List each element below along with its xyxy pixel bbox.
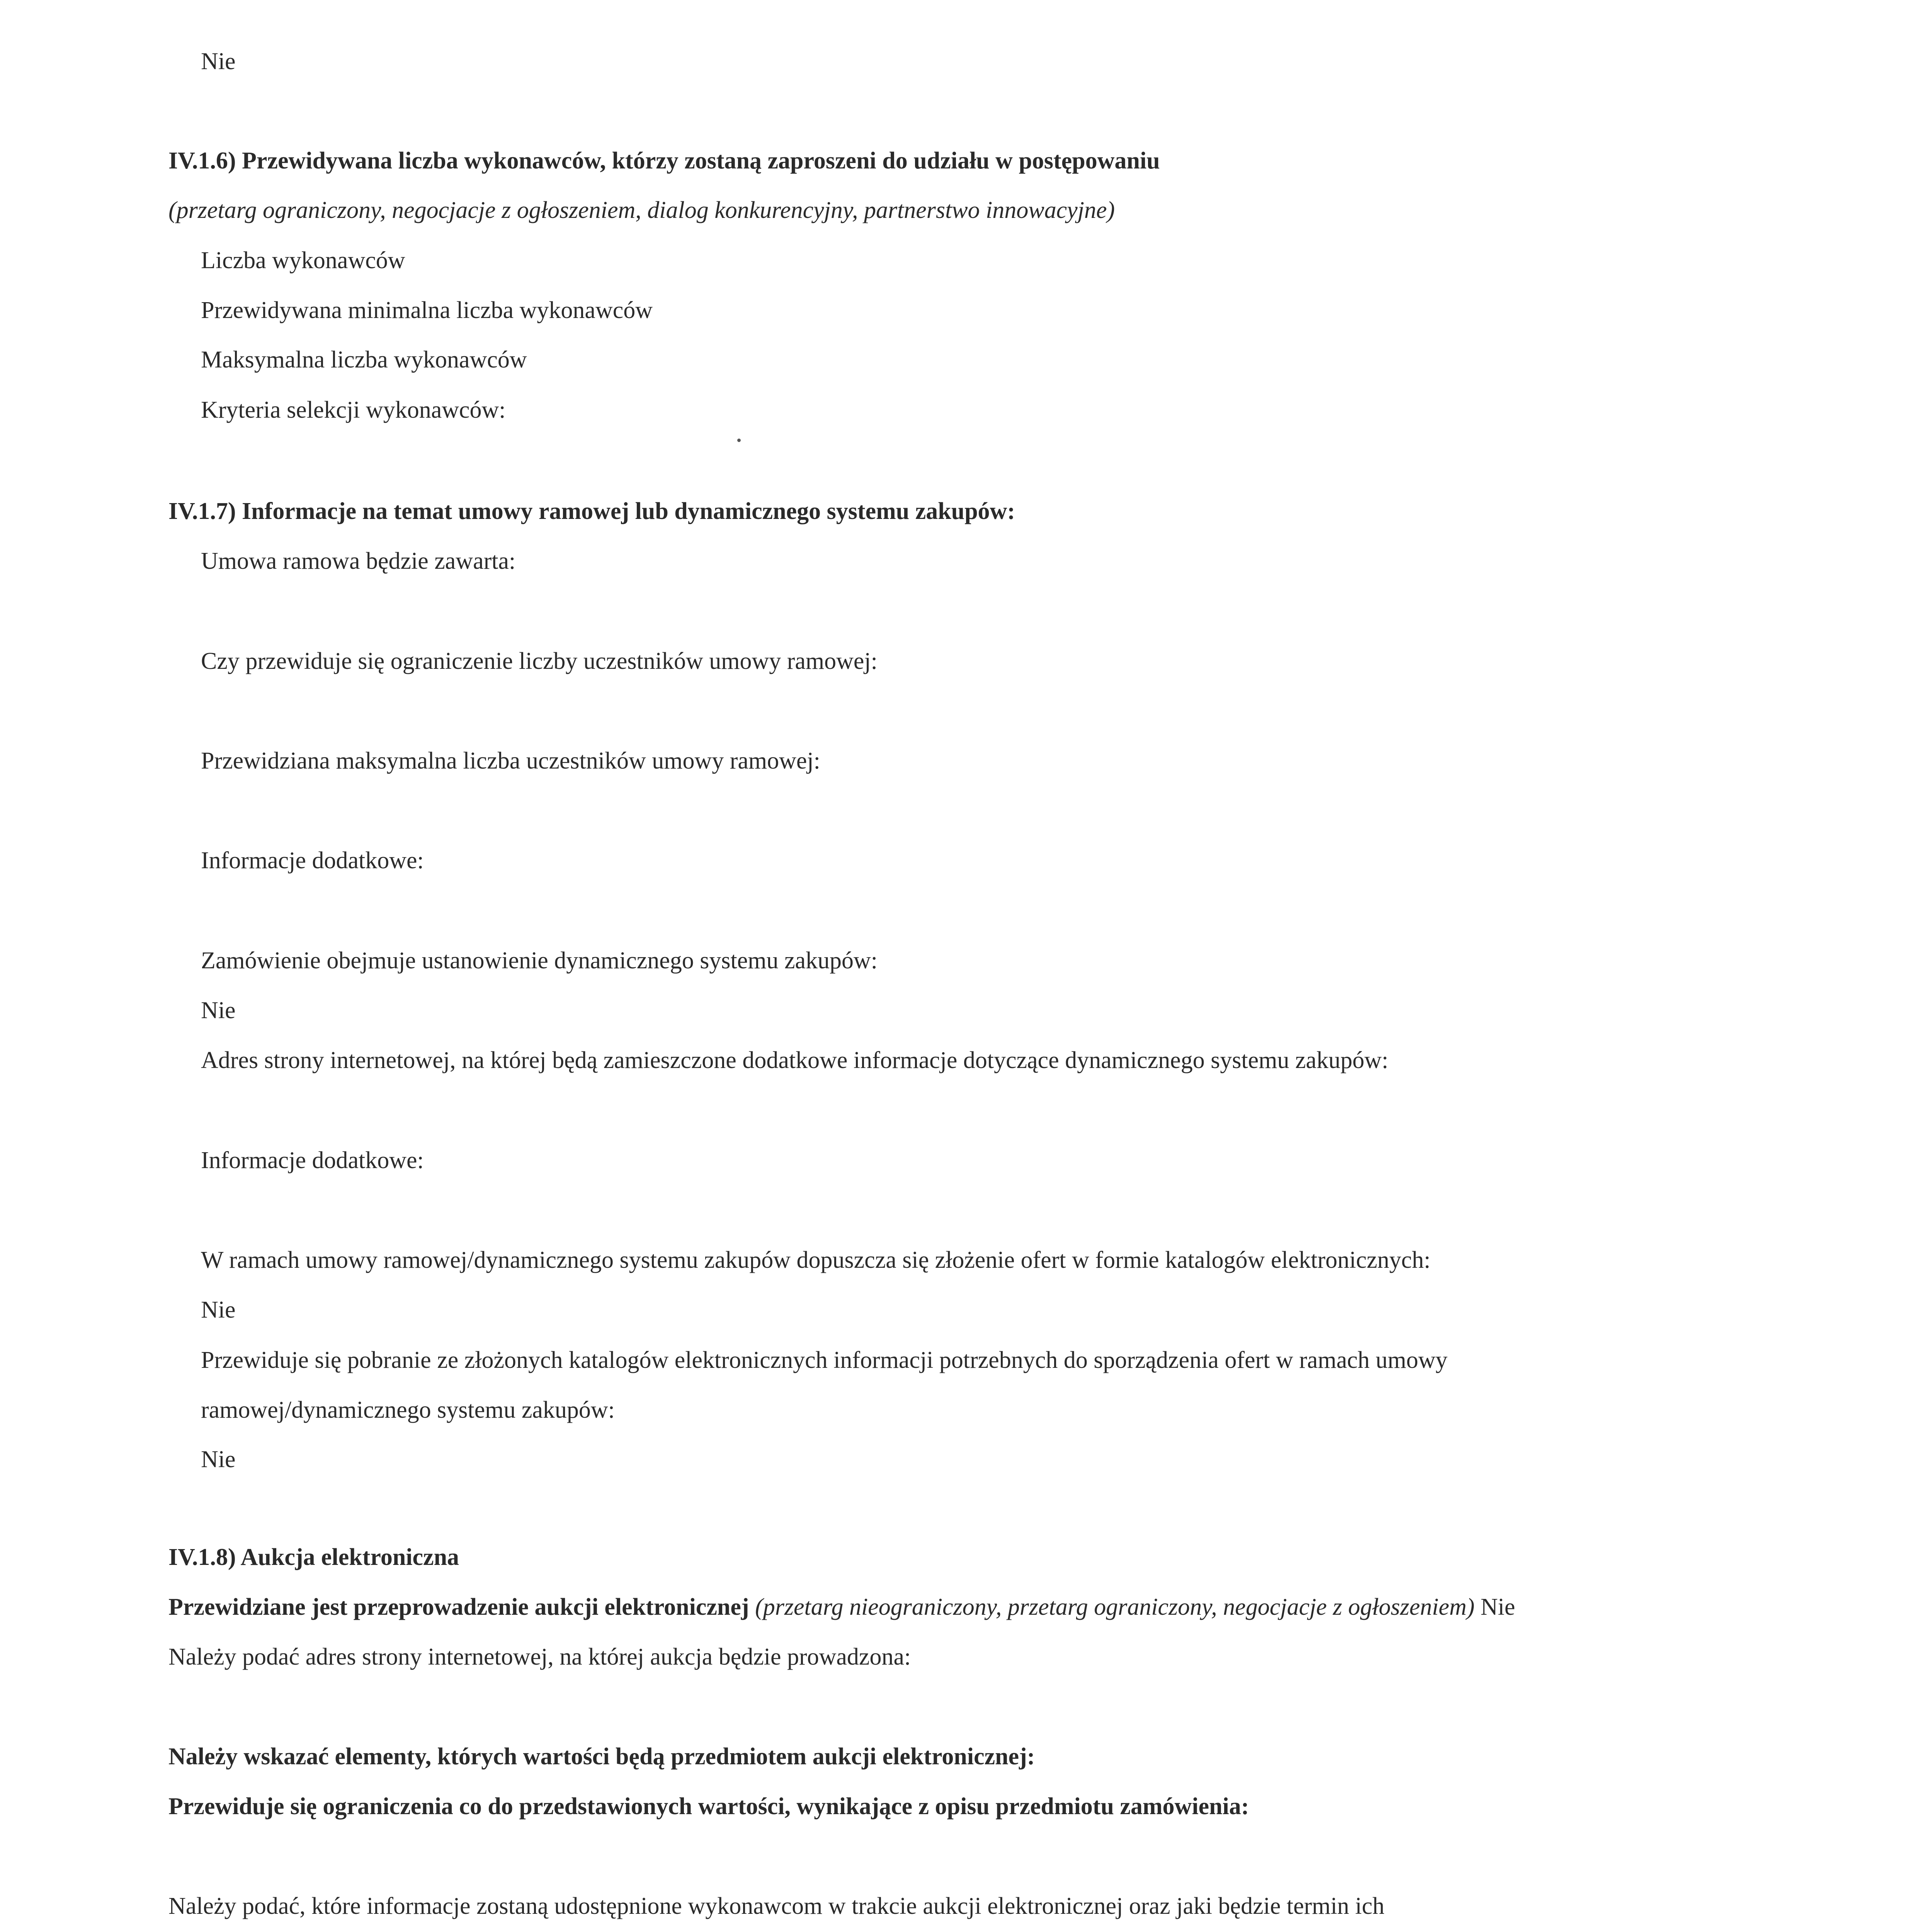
line-electronic-catalogues: W ramach umowy ramowej/dynamicznego systemu zakupów dopuszcza się złożenie ofert w formie katalogów elektronicznych: xyxy=(201,1247,1431,1273)
line-framework-agreement: Umowa ramowa będzie zawarta: xyxy=(201,548,516,574)
line-catalogue-download-2: ramowej/dynamicznego systemu zakupów: xyxy=(201,1397,615,1423)
answer-dps: Nie xyxy=(201,997,236,1024)
auction-info-line-1: Należy podać, które informacje zostaną udostępnione wykonawcom w trakcie aukcji elektronicznej oraz jaki będzie termin ich xyxy=(168,1893,1384,1919)
top-answer: Nie xyxy=(201,48,236,75)
line-dps-website: Adres strony internetowej, na której będą zamieszczone dodatkowe informacje dotyczące dynamicznego systemu zakupów: xyxy=(201,1047,1388,1073)
auction-elements-line: Należy wskazać elementy, których wartości będą przedmiotem aukcji elektronicznej: xyxy=(168,1743,1035,1770)
line-catalogue-download-1: Przewiduje się pobranie ze złożonych katalogów elektronicznych informacji potrzebnych do sporządzenia ofert w ramach umowy xyxy=(201,1347,1448,1373)
section-iv16-heading: IV.1.6) Przewidywana liczba wykonawców, którzy zostaną zaproszeni do udziału w postępowaniu xyxy=(168,148,1160,174)
auction-provision-answer: Nie xyxy=(1480,1594,1515,1620)
auction-provision-label: Przewidziane jest przeprowadzenie aukcji elektronicznej xyxy=(168,1594,749,1620)
answer-catalogue-download: Nie xyxy=(201,1446,236,1473)
field-max-contractors: Maksymalna liczba wykonawców xyxy=(201,347,527,373)
auction-limits-line: Przewiduje się ograniczenia co do przedstawionych wartości, wynikające z opisu przedmiotu zamówienia: xyxy=(168,1793,1249,1820)
line-additional-info-2: Informacje dodatkowe: xyxy=(201,1147,424,1173)
section-iv16-subheading: (przetarg ograniczony, negocjacje z ogłoszeniem, dialog konkurencyjny, partnerstwo innowacyjne) xyxy=(168,197,1115,223)
line-additional-info-1: Informacje dodatkowe: xyxy=(201,847,424,874)
auction-provision-scope: (przetarg nieograniczony, przetarg ograniczony, negocjacje z ogłoszeniem) xyxy=(755,1594,1475,1620)
auction-address-line: Należy podać adres strony internetowej, na której aukcja będzie prowadzona: xyxy=(168,1644,911,1670)
section-iv18-heading: IV.1.8) Aukcja elektroniczna xyxy=(168,1544,459,1570)
answer-catalogues: Nie xyxy=(201,1297,236,1323)
section-iv17-heading: IV.1.7) Informacje na temat umowy ramowej lub dynamicznego systemu zakupów: xyxy=(168,498,1015,524)
auction-provision-line xyxy=(168,1595,1515,1619)
line-max-participants: Przewidziana maksymalna liczba uczestników umowy ramowej: xyxy=(201,748,820,774)
field-min-contractors: Przewidywana minimalna liczba wykonawców xyxy=(201,297,653,323)
line-dps-establishment: Zamówienie obejmuje ustanowienie dynamicznego systemu zakupów: xyxy=(201,947,878,974)
field-selection-criteria: Kryteria selekcji wykonawców: xyxy=(201,397,506,423)
scan-speck xyxy=(737,439,741,442)
line-participant-limit: Czy przewiduje się ograniczenie liczby uczestników umowy ramowej: xyxy=(201,648,878,674)
field-contractor-count: Liczba wykonawców xyxy=(201,247,405,274)
